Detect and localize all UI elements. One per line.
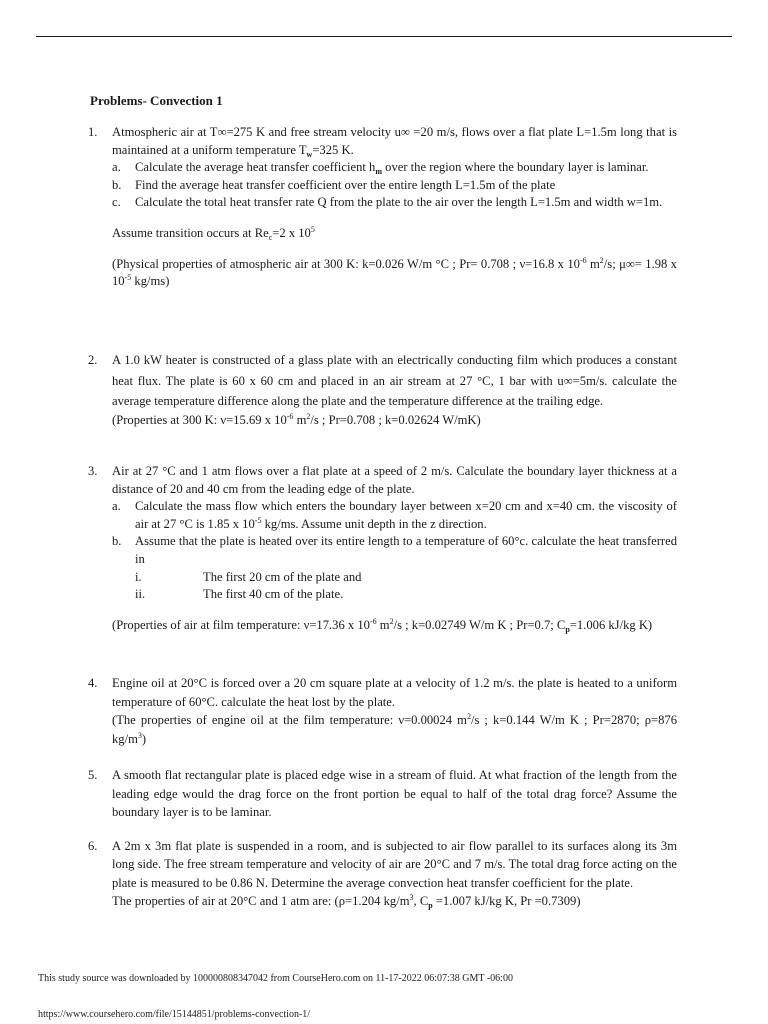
- problem-number: 3.: [88, 464, 98, 478]
- problem-2: [88, 350, 677, 429]
- source-url[interactable]: https://www.coursehero.com/file/15144851/problems-convection-1/: [38, 1009, 311, 1020]
- download-notice: This study source was downloaded by 100000808347042 from CourseHero.com on 11-17-2022 06:07:38 GMT -06:00: [38, 973, 513, 984]
- problem-3: [88, 463, 677, 634]
- problem-number: 1.: [88, 125, 98, 139]
- problem-number: 4.: [88, 676, 98, 690]
- problem-statement: Engine oil at 20°C is forced over a 20 cm square plate at a velocity of 1.2 m/s. the plate is heated to a uniform temperature of 60°C. calculate the heat lost by the plate.: [112, 676, 677, 709]
- page-title: Problems- Convection 1: [90, 93, 223, 108]
- problem-statement: A smooth flat rectangular plate is placed edge wise in a stream of fluid. At what fraction of the length from the leading edge would the drag force on the front portion be equal to half of the total drag force? Assume the boundary layer is to be laminar.: [112, 768, 677, 819]
- problem-statement: Atmospheric air at T∞=275 K and free stream velocity u∞ =20 m/s, flows over a flat plate L=1.5m long that is maintained at a uniform temperature $T_w=325$ K.: [112, 125, 677, 159]
- problem-number: 6.: [88, 839, 98, 853]
- problem-6: [88, 837, 677, 910]
- subpart-a: a. Calculate the average heat transfer coefficient $h_m$ over the region where the boundary layer is laminar.: [112, 160, 649, 177]
- properties-note: The properties of air at 20°C and 1 atm are: (ρ=1.204 $kg/m^3$, $C_p =1.007$ kJ/kg K, Pr =0.7309): [112, 892, 581, 910]
- problem-1: [88, 124, 677, 291]
- subpart-b: b. Assume that the plate is heated over its entire length to a temperature of 60°c. calculate the heat transferred in: [112, 534, 677, 566]
- problem-4: [88, 674, 677, 748]
- subpart-i: i. The first 20 cm of the plate and: [135, 569, 362, 584]
- problem-5: [88, 766, 677, 822]
- assumption-note: Assume transition occurs at $Re_c=2$ x $10^5$: [112, 224, 315, 242]
- subpart-a: a. Calculate the mass flow which enters the boundary layer between x=20 cm and x=40 cm. the viscosity of air at 27 °C is 1.85 x $10^{-5}$ kg/ms. Assume unit depth in the z direction.: [112, 499, 677, 531]
- properties-note: (Properties at 300 K: ν=15.69 x $10^{-6}$ $m^2/s$ ; Pr=0.708 ; k=0.02624 W/mK): [112, 411, 481, 427]
- properties-note: (Physical properties of atmospheric air at 300 K: k=0.026 W/m °C ; Pr= 0.708 ; ν=16.8 x $10^{-6}$ $m^2/s$; μ∞= 1.98 x $10^{-5}$ kg/ms): [112, 255, 677, 289]
- problem-number: 2.: [88, 353, 98, 367]
- problem-number: 5.: [88, 768, 98, 782]
- subpart-c: c. Calculate the total heat transfer rate Q from the plate to the air over the length L=1.5m and width w=1m.: [112, 195, 663, 210]
- properties-note: (The properties of engine oil at the film temperature: ν=0.00024 $m^2/s$ ; k=0.144 W/m K ; Pr=2870; ρ=876 $kg/m^3$): [112, 712, 677, 746]
- subpart-ii: ii. The first 40 cm of the plate.: [135, 587, 344, 602]
- header-rule: [36, 36, 732, 37]
- problem-statement: Air at 27 °C and 1 atm flows over a flat plate at a speed of 2 m/s. Calculate the boundary layer thickness at a distance of 20 and 40 cm from the leading edge of the plate.: [112, 464, 677, 496]
- subpart-b: b. Find the average heat transfer coefficient over the entire length L=1.5m of the plate: [112, 177, 556, 192]
- problem-statement: A 2m x 3m flat plate is suspended in a room, and is subjected to air flow parallel to its surfaces along its 3m long side. The free stream temperature and velocity of air are 20°C and 7 m/s. The total drag force acting on the plate is measured to be 0.86 N. Determine the average convection heat transfer coefficient for the plate.: [112, 839, 677, 890]
- problem-statement: A 1.0 kW heater is constructed of a glass plate with an electrically conducting film which produces a constant heat flux. The plate is 60 x 60 cm and placed in an air stream at 27 °C, 1 bar with u∞=5m/s. calculate the average temperature difference along the plate and the temperature difference at the trailing edge.: [112, 353, 677, 409]
- properties-note: (Properties of air at film temperature: ν=17.36 x $10^{-6}$ $m^2/s$ ; k=0.02749 W/m K ; Pr=0.7; $C_p=1.006$ kJ/kg K): [112, 616, 653, 634]
